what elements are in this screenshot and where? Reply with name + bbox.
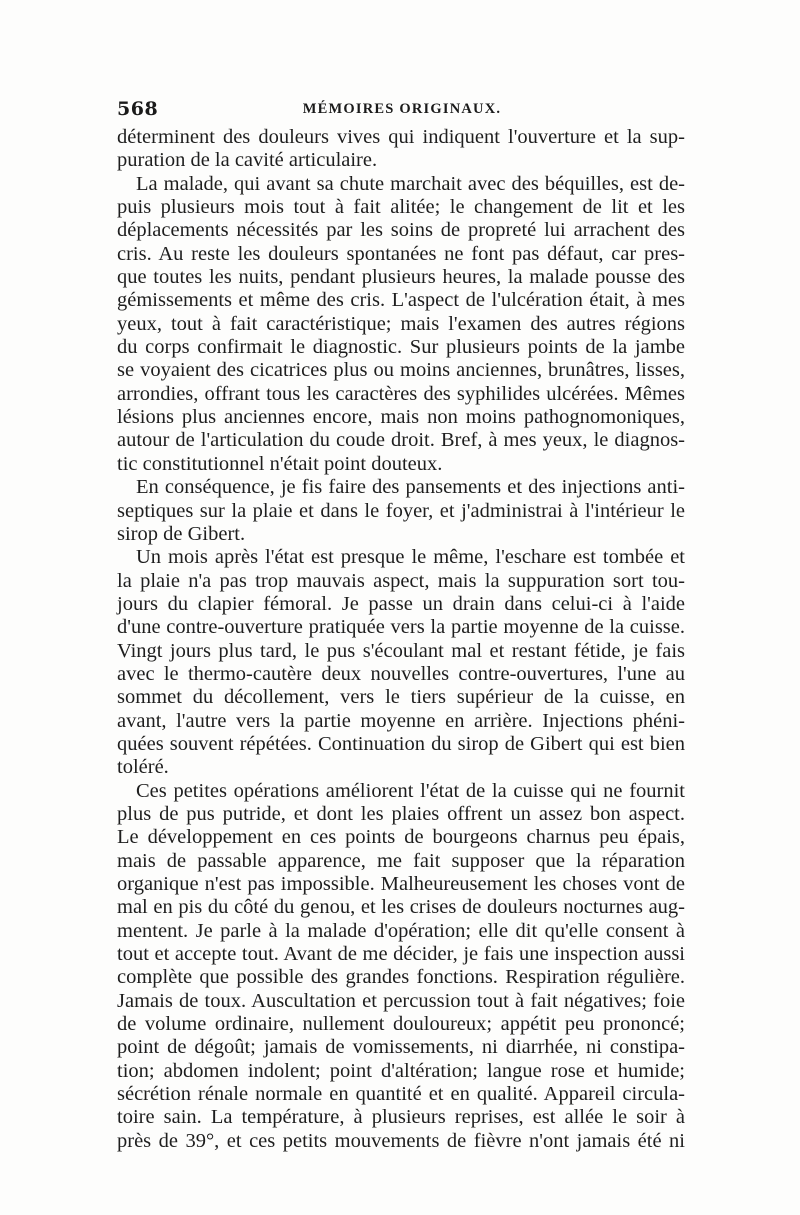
running-title: MÉMOIRES ORIGINAUX.	[302, 101, 502, 117]
text-line: complète que possible des grandes fonctions. Respiration régulière.	[117, 966, 685, 989]
body-text	[117, 126, 685, 1153]
text-line: jours du clapier fémoral. Je passe un drain dans celui-ci à l'aide	[117, 592, 685, 615]
text-line: avec le thermo-cautère deux nouvelles contre-ouvertures, l'une au	[117, 662, 685, 685]
text-line: d'une contre-ouverture pratiquée vers la partie moyenne de la cuisse.	[117, 616, 685, 639]
text-line: sirop de Gibert.	[117, 522, 246, 545]
text-line: de volume ordinaire, nullement douloureux; appétit peu prononcé;	[117, 1013, 685, 1036]
text-line: tion; abdomen indolent; point d'altération; langue rose et humide;	[117, 1059, 685, 1082]
text-line: se voyaient des cicatrices plus ou moins anciennes, brunâtres, lisses,	[117, 359, 685, 382]
text-line: Vingt jours plus tard, le pus s'écoulant mal et restant fétide, je fais	[117, 639, 685, 662]
text-line: mal en pis du côté du genou, et les crises de douleurs nocturnes aug-	[117, 896, 685, 919]
text-line: organique n'est pas impossible. Malheureusement les choses vont de	[117, 873, 685, 895]
text-line: puration de la cavité articulaire.	[117, 149, 378, 172]
text-line: cris. Au reste les douleurs spontanées ne font pas défaut, car pres-	[117, 242, 685, 265]
text-line: arrondies, offrant tous les caractères des syphilides ulcérées. Mêmes	[117, 382, 685, 405]
text-line: En conséquence, je fis faire des pansements et des injections anti-	[136, 476, 685, 499]
text-line: mais de passable apparence, me fait supposer que la réparation	[117, 849, 685, 872]
text-line: sommet du décollement, vers le tiers supérieur de la cuisse, en	[117, 686, 685, 709]
text-line: toléré.	[117, 756, 169, 779]
text-line: mentent. Je parle à la malade d'opération; elle dit qu'elle consent à	[117, 919, 685, 942]
text-line: autour de l'articulation du coude droit. Bref, à mes yeux, le diagnos-	[117, 429, 685, 452]
text-line: puis plusieurs mois tout à fait alitée; le changement de lit et les	[117, 196, 685, 219]
text-line: déplacements nécessités par les soins de propreté lui arrachent des	[117, 219, 685, 242]
text-line: plus de pus putride, et dont les plaies offrent un assez bon aspect.	[117, 802, 685, 825]
text-line: Jamais de toux. Auscultation et percussion tout à fait négatives; foie	[117, 989, 685, 1012]
running-head	[117, 98, 687, 124]
text-line: quées souvent répétées. Continuation du sirop de Gibert qui est bien	[117, 732, 685, 755]
text-line: La malade, qui avant sa chute marchait avec des béquilles, est de-	[136, 172, 685, 195]
text-line: yeux, tout à fait caractéristique; mais l'examen des autres régions	[117, 312, 685, 335]
page-number: 568	[117, 98, 159, 120]
text-line: avant, l'autre vers la partie moyenne en arrière. Injections phéni-	[117, 709, 685, 732]
text-line: tout et accepte tout. Avant de me décider, je fais une inspection aussi	[117, 943, 685, 966]
text-line: Ces petites opérations améliorent l'état de la cuisse qui ne fournit	[136, 779, 685, 802]
text-line: lésions plus anciennes encore, mais non moins pathognomoniques,	[117, 406, 685, 429]
text-line: déterminent des douleurs vives qui indiquent l'ouverture et la sup-	[117, 126, 685, 148]
text-line: point de dégoût; jamais de vomissements, ni diarrhée, ni constipa-	[117, 1036, 685, 1059]
text-line: près de 39°, et ces petits mouvements de fièvre n'ont jamais été ni	[117, 1129, 685, 1152]
text-line: septiques sur la plaie et dans le foyer, et j'administrai à l'intérieur le	[117, 499, 685, 522]
text-line: gémissements et même des cris. L'aspect de l'ulcération était, à mes	[117, 289, 685, 312]
text-line: que toutes les nuits, pendant plusieurs heures, la malade pousse des	[117, 266, 685, 289]
text-line: la plaie n'a pas trop mauvais aspect, mais la suppuration sort tou-	[117, 569, 685, 592]
text-line: du corps confirmait le diagnostic. Sur plusieurs points de la jambe	[117, 336, 685, 359]
text-line: Le développement en ces points de bourgeons charnus peu épais,	[117, 826, 685, 849]
text-line: tic constitutionnel n'était point douteux.	[117, 452, 443, 475]
text-line: Un mois après l'état est presque le même, l'eschare est tombée et	[136, 546, 685, 569]
text-line: sécrétion rénale normale en quantité et en qualité. Appareil circula-	[117, 1083, 685, 1106]
text-line: toire sain. La température, à plusieurs reprises, est allée le soir à	[117, 1106, 685, 1129]
